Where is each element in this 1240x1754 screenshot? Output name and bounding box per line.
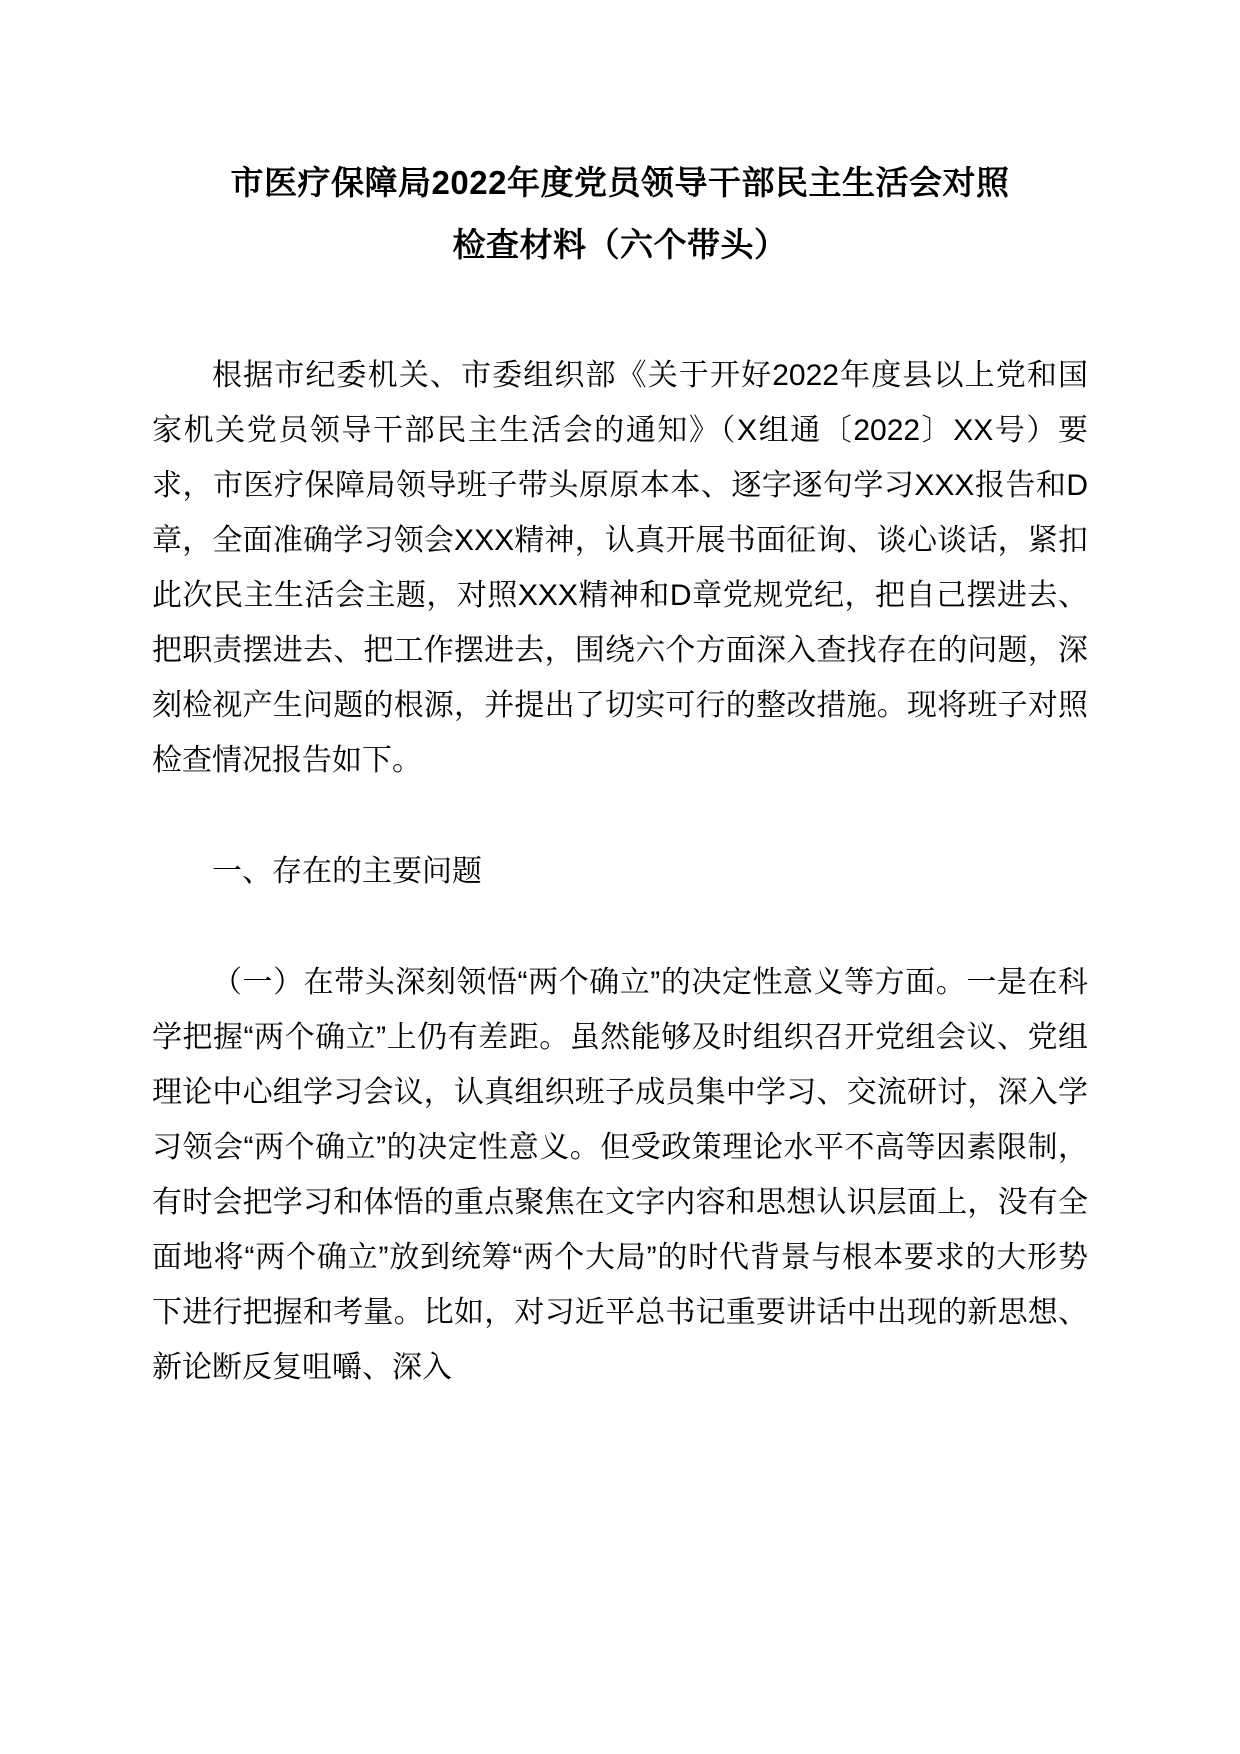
page-title-line-2: 检查材料（六个带头） xyxy=(452,226,788,263)
subsection-paragraph-one: （一）在带头深刻领悟“两个确立”的决定性意义等方面。一是在科学把握“两个确立”上仍有差距。虽然能够及时组织召开党组会议、党组理论中心组学习会议，认真组织班子成员集中学习、交流研讨，深入学习领会“两个确立”的决定性意义。但受政策理论水平不高等因素限制，有时会把学习和体悟的重点聚焦在文字内容和思想认识层面上，没有全面地将“两个确立”放到统筹“两个大局”的时代背景与根本要求的大形势下进行把握和考量。比如，对习近平总书记重要讲话中出现的新思想、新论断反复咀嚼、深入 xyxy=(152,966,1088,1384)
page-title-line-1: 市医疗保障局2022年度党员领导干部民主生活会对照 xyxy=(230,164,1010,201)
document-content xyxy=(152,0,1088,1395)
page-title xyxy=(152,0,1088,276)
heading-spacer xyxy=(152,899,1088,955)
intro-paragraph: 根据市纪委机关、市委组织部《关于开好2022年度县以上党和国家机关党员领导干部民主生活会的通知》（X组通〔2022〕XX号）要求，市医疗保障局领导班子带头原原本本、逐字逐句学习XXX报告和D章，全面准确学习领会XXX精神，认真开展书面征询、谈心谈话，紧扣此次民主生活会主题，对照XXX精神和D章党规党纪，把自己摆进去、把职责摆进去、把工作摆进去，围绕六个方面深入查找存在的问题，深刻检视产生问题的根源，并提出了切实可行的整改措施。现将班子对照检查情况报告如下。 xyxy=(152,359,1088,777)
section-heading-one: 一、存在的主要问题 xyxy=(212,855,482,888)
paragraph-spacer-1 xyxy=(152,788,1088,844)
title-spacer xyxy=(152,276,1088,348)
